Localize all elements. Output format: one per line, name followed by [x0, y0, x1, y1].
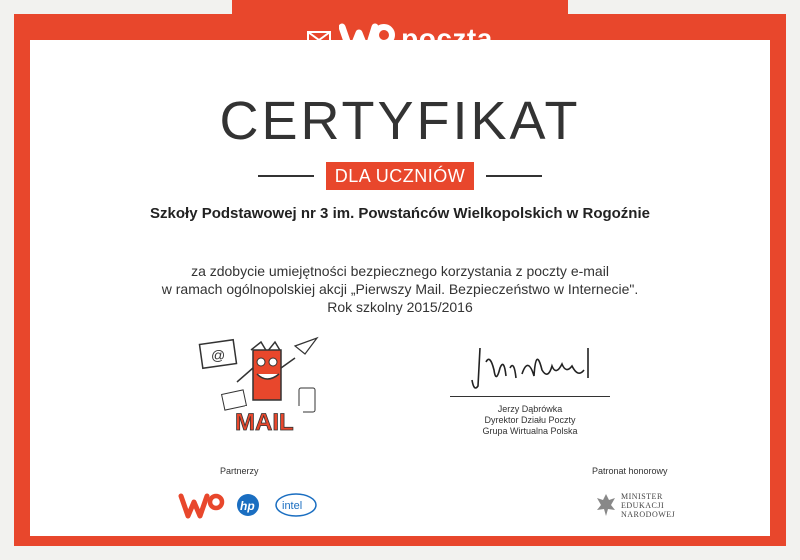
ministry-line-2: EDUKACJI — [621, 501, 665, 510]
wp-logo-icon — [339, 21, 395, 57]
subtitle-rule-right — [486, 175, 542, 177]
header-logo — [232, 14, 568, 64]
mail-mascot-illustration — [195, 328, 335, 440]
ministry-line-3: NARODOWEJ — [621, 510, 676, 519]
subtitle-rule-left — [258, 175, 314, 177]
signer-name: Jerzy Dąbrówka — [497, 404, 563, 414]
signer-block — [440, 404, 620, 437]
patron-label: Patronat honorowy — [592, 466, 668, 476]
body-line-3: Rok szkolny 2015/2016 — [327, 299, 473, 315]
partners-label: Partnerzy — [220, 466, 259, 476]
body-line-1: za zdobycie umiejętności bezpiecznego korzystania z poczty e-mail — [191, 263, 609, 279]
intel-partner-logo — [276, 494, 316, 516]
handwritten-signature — [470, 340, 600, 396]
eagle-emblem-icon — [595, 492, 617, 518]
certificate-title: CERTYFIKAT — [219, 91, 581, 151]
hp-partner-logo — [237, 494, 259, 516]
mascot-mail-text: MAIL — [235, 409, 294, 436]
ministry-text — [621, 492, 675, 519]
body-line-2: w ramach ogólnopolskiej akcji „Pierwszy Mail. Bezpieczeństwo w Internecie". — [161, 281, 639, 297]
brand-name: poczta — [401, 23, 493, 54]
certificate-body — [0, 262, 800, 316]
wp-partner-logo — [181, 496, 222, 516]
intel-logo-text: intel — [282, 500, 303, 512]
school-name: Szkoły Podstawowej nr 3 im. Powstańców Wielkopolskich w Rogoźnie — [150, 205, 650, 222]
hp-logo-text: hp — [240, 499, 255, 513]
signer-org: Grupa Wirtualna Polska — [482, 426, 578, 436]
ministry-line-1: MINISTER — [621, 492, 663, 501]
subtitle-group — [250, 162, 550, 190]
envelope-icon — [307, 29, 333, 49]
subtitle-badge: DLA UCZNIÓW — [326, 162, 474, 190]
signature-line — [450, 396, 610, 397]
partner-logos — [178, 490, 328, 520]
ministry-logo — [595, 492, 705, 522]
svg-text:@: @ — [211, 347, 226, 363]
signer-role: Dyrektor Działu Poczty — [484, 415, 576, 425]
